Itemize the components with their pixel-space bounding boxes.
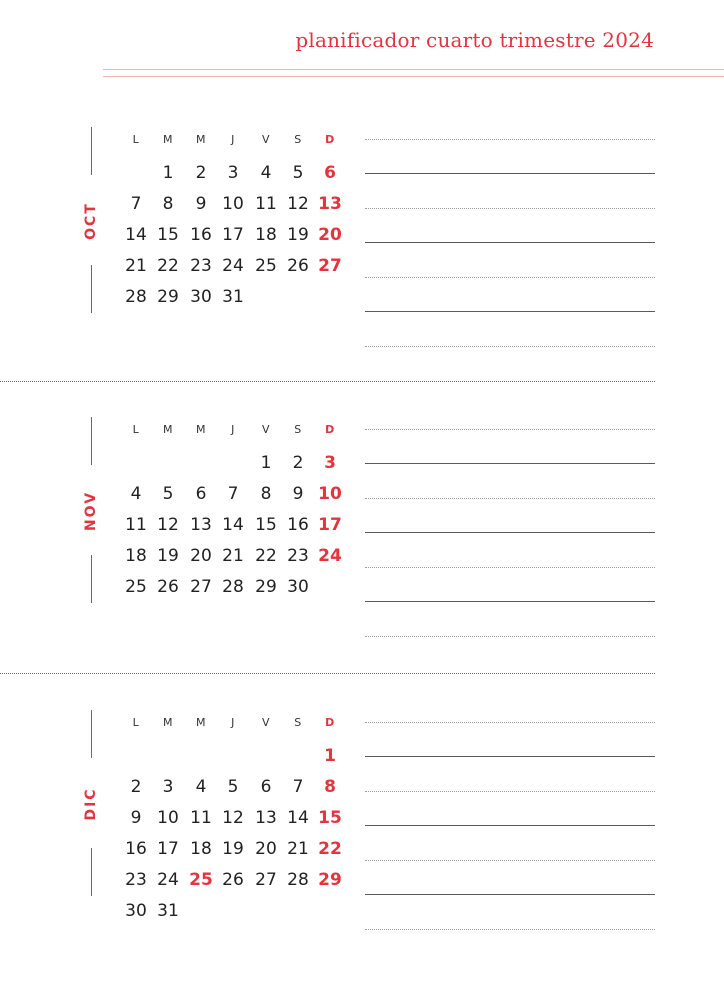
day-cell: 19	[222, 839, 244, 859]
month-accent-line	[91, 555, 92, 603]
day-cell: 10	[222, 194, 244, 214]
day-cell: 13	[190, 515, 212, 535]
day-cell: 26	[157, 577, 179, 597]
day-cell: 12	[222, 808, 244, 828]
day-cell: 29	[157, 287, 179, 307]
weekday-header: D	[325, 716, 335, 729]
weekday-header: D	[325, 423, 335, 436]
day-cell: 17	[157, 839, 179, 859]
day-cell: 14	[287, 808, 309, 828]
day-cell: 20	[255, 839, 277, 859]
day-cell: 8	[162, 194, 174, 214]
weekday-header: S	[294, 133, 302, 146]
day-cell: 2	[130, 777, 142, 797]
day-cell: 28	[222, 577, 244, 597]
note-line[interactable]	[365, 311, 655, 312]
day-cell: 3	[162, 777, 174, 797]
month-accent-line	[91, 127, 92, 175]
day-cell: 3	[227, 163, 239, 183]
day-cell: 4	[130, 484, 142, 504]
day-cell: 9	[130, 808, 142, 828]
weekday-header: S	[294, 423, 302, 436]
weekday-header: V	[261, 423, 271, 436]
day-cell: 30	[125, 901, 147, 921]
month-separator	[0, 673, 655, 674]
day-cell: 25	[255, 256, 277, 276]
note-line[interactable]	[365, 825, 655, 826]
note-line[interactable]	[365, 346, 655, 347]
day-cell: 8	[260, 484, 272, 504]
day-cell: 3	[324, 453, 336, 473]
month-section	[0, 415, 724, 705]
day-cell: 24	[157, 870, 179, 890]
day-cell: 2	[292, 453, 304, 473]
day-cell: 13	[318, 194, 342, 214]
day-cell: 29	[255, 577, 277, 597]
note-line[interactable]	[365, 139, 655, 140]
note-line[interactable]	[365, 463, 655, 464]
note-line[interactable]	[365, 498, 655, 499]
note-line[interactable]	[365, 532, 655, 533]
day-cell: 12	[157, 515, 179, 535]
day-cell: 14	[125, 225, 147, 245]
day-cell: 8	[324, 777, 336, 797]
day-cell: 23	[287, 546, 309, 566]
weekday-header: M	[163, 133, 173, 146]
weekday-header: D	[325, 133, 335, 146]
day-cell: 2	[195, 163, 207, 183]
day-cell: 20	[190, 546, 212, 566]
page-title: planificador cuarto trimestre 2024	[295, 28, 654, 52]
day-cell: 15	[255, 515, 277, 535]
month-name: NOV	[83, 490, 99, 532]
day-cell: 1	[324, 746, 336, 766]
day-cell: 6	[324, 163, 336, 183]
day-cell: 16	[125, 839, 147, 859]
month-separator	[0, 381, 655, 382]
day-cell: 16	[287, 515, 309, 535]
day-cell: 6	[195, 484, 207, 504]
day-cell: 17	[318, 515, 342, 535]
weekday-header: V	[261, 133, 271, 146]
day-cell: 25	[189, 870, 213, 890]
weekday-header: M	[196, 423, 206, 436]
day-cell: 4	[195, 777, 207, 797]
day-cell: 11	[255, 194, 277, 214]
month-accent-line	[91, 417, 92, 465]
day-cell: 20	[318, 225, 342, 245]
note-line[interactable]	[365, 429, 655, 430]
day-cell: 23	[190, 256, 212, 276]
note-line[interactable]	[365, 722, 655, 723]
note-line[interactable]	[365, 929, 655, 930]
month-section	[0, 708, 724, 998]
day-cell: 28	[125, 287, 147, 307]
day-cell: 26	[222, 870, 244, 890]
month-accent-line	[91, 710, 92, 758]
month-accent-line	[91, 848, 92, 896]
day-cell: 26	[287, 256, 309, 276]
day-cell: 24	[222, 256, 244, 276]
day-cell: 27	[255, 870, 277, 890]
note-line[interactable]	[365, 756, 655, 757]
day-cell: 25	[125, 577, 147, 597]
day-cell: 16	[190, 225, 212, 245]
day-cell: 21	[222, 546, 244, 566]
day-cell: 22	[157, 256, 179, 276]
weekday-header: L	[132, 716, 140, 729]
weekday-header: M	[163, 423, 173, 436]
day-cell: 21	[125, 256, 147, 276]
day-cell: 30	[287, 577, 309, 597]
day-cell: 22	[318, 839, 342, 859]
weekday-header: L	[132, 133, 140, 146]
note-line[interactable]	[365, 567, 655, 568]
note-line[interactable]	[365, 208, 655, 209]
day-cell: 21	[287, 839, 309, 859]
weekday-header: M	[196, 133, 206, 146]
day-cell: 11	[125, 515, 147, 535]
day-cell: 13	[255, 808, 277, 828]
day-cell: 29	[318, 870, 342, 890]
day-cell: 28	[287, 870, 309, 890]
day-cell: 23	[125, 870, 147, 890]
day-cell: 19	[287, 225, 309, 245]
month-name: DIC	[83, 787, 99, 821]
day-cell: 10	[157, 808, 179, 828]
day-cell: 7	[227, 484, 239, 504]
day-cell: 5	[227, 777, 239, 797]
day-cell: 5	[292, 163, 304, 183]
day-cell: 27	[318, 256, 342, 276]
day-cell: 7	[130, 194, 142, 214]
note-line[interactable]	[365, 242, 655, 243]
weekday-header: S	[294, 716, 302, 729]
day-cell: 1	[260, 453, 272, 473]
day-cell: 9	[195, 194, 207, 214]
note-line[interactable]	[365, 894, 655, 895]
day-cell: 31	[222, 287, 244, 307]
day-cell: 24	[318, 546, 342, 566]
day-cell: 4	[260, 163, 272, 183]
day-cell: 1	[162, 163, 174, 183]
month-name: OCT	[83, 202, 99, 240]
day-cell: 9	[292, 484, 304, 504]
note-line[interactable]	[365, 860, 655, 861]
day-cell: 30	[190, 287, 212, 307]
day-cell: 5	[162, 484, 174, 504]
note-line[interactable]	[365, 173, 655, 174]
title-rule	[103, 69, 724, 70]
weekday-header: J	[231, 133, 235, 146]
day-cell: 22	[255, 546, 277, 566]
note-line[interactable]	[365, 277, 655, 278]
note-line[interactable]	[365, 601, 655, 602]
day-cell: 12	[287, 194, 309, 214]
day-cell: 18	[125, 546, 147, 566]
day-cell: 17	[222, 225, 244, 245]
month-section	[0, 125, 724, 415]
month-accent-line	[91, 265, 92, 313]
weekday-header: J	[231, 716, 235, 729]
day-cell: 27	[190, 577, 212, 597]
day-cell: 31	[157, 901, 179, 921]
weekday-header: M	[196, 716, 206, 729]
weekday-header: L	[132, 423, 140, 436]
day-cell: 10	[318, 484, 342, 504]
weekday-header: J	[231, 423, 235, 436]
weekday-header: M	[163, 716, 173, 729]
day-cell: 6	[260, 777, 272, 797]
day-cell: 7	[292, 777, 304, 797]
title-rule	[103, 76, 724, 77]
day-cell: 18	[255, 225, 277, 245]
day-cell: 18	[190, 839, 212, 859]
note-line[interactable]	[365, 791, 655, 792]
day-cell: 15	[157, 225, 179, 245]
day-cell: 19	[157, 546, 179, 566]
note-line[interactable]	[365, 636, 655, 637]
day-cell: 11	[190, 808, 212, 828]
day-cell: 15	[318, 808, 342, 828]
day-cell: 14	[222, 515, 244, 535]
weekday-header: V	[261, 716, 271, 729]
